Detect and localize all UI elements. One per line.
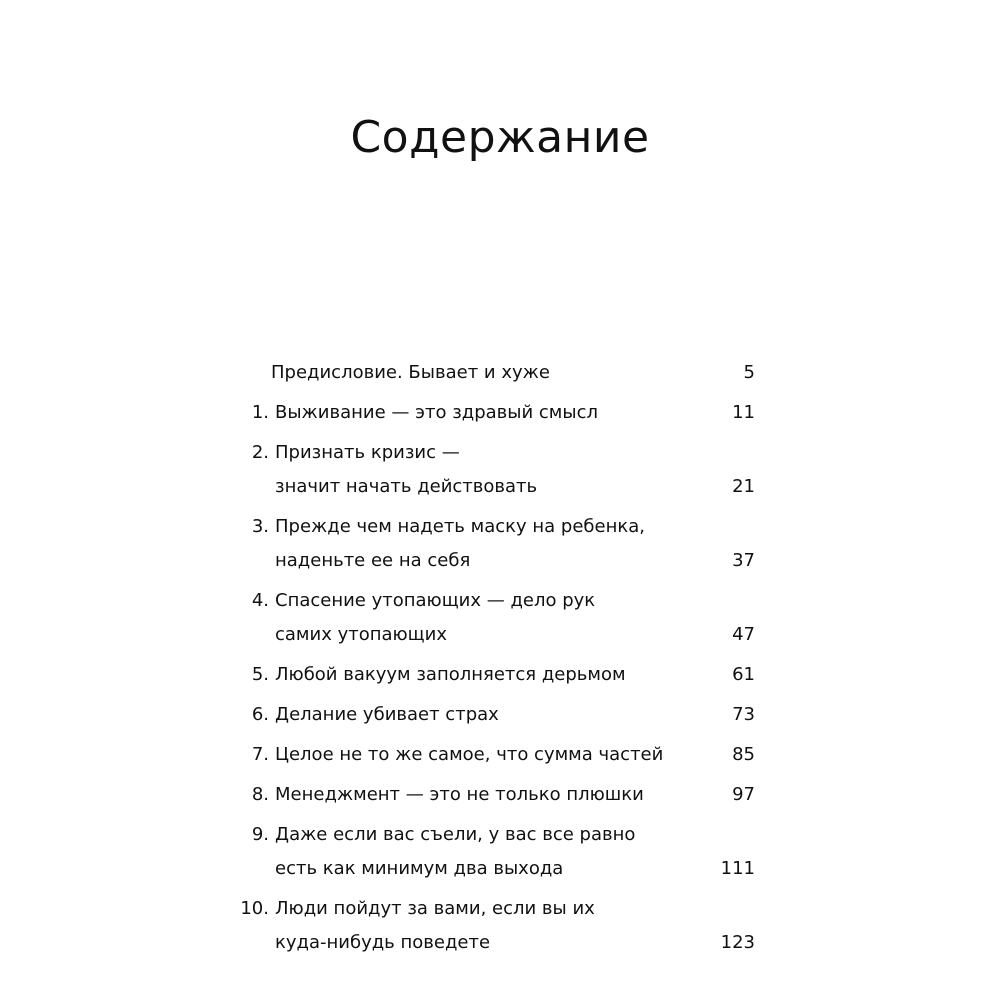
dot-leader xyxy=(608,398,717,420)
dot-leader xyxy=(500,928,711,950)
toc-entry-4[interactable] xyxy=(225,584,755,652)
toc-entry-title-line-2: самих утопающих xyxy=(275,624,447,645)
toc-entry-preface[interactable] xyxy=(225,356,755,390)
toc-entry-title-line-1: Даже если вас съели, у вас все равно xyxy=(275,824,636,845)
dot-leader xyxy=(547,472,717,494)
toc-entry-number: 1. xyxy=(251,402,269,423)
toc-entry-page: 37 xyxy=(732,550,755,571)
dot-leader xyxy=(457,620,717,642)
toc-entry-page: 47 xyxy=(732,624,755,645)
toc-entry-page: 111 xyxy=(720,858,755,879)
toc-entry-2[interactable] xyxy=(225,436,755,504)
dot-leader xyxy=(560,358,717,380)
toc-entry-number: 6. xyxy=(251,704,269,725)
toc-entry-7[interactable] xyxy=(225,738,755,772)
toc-entry-number: 3. xyxy=(251,516,269,537)
toc-entry-title-line-1: Спасение утопающих — дело рук xyxy=(275,590,596,611)
toc-entry-page: 85 xyxy=(732,744,755,765)
dot-leader xyxy=(673,740,717,762)
toc-entry-page: 123 xyxy=(720,932,755,953)
toc-entry-page: 61 xyxy=(732,664,755,685)
toc-entry-6[interactable] xyxy=(225,698,755,732)
toc-entry-title: Целое не то же самое, что сумма частей xyxy=(275,744,664,765)
toc-entry-title-line-1: Люди пойдут за вами, если вы их xyxy=(275,898,595,919)
toc-entry-title: Предисловие. Бывает и хуже xyxy=(271,362,550,383)
toc-entry-title: Делание убивает страх xyxy=(275,704,499,725)
toc-entry-title-line-2: есть как минимум два выхода xyxy=(275,858,564,879)
toc-entry-page: 5 xyxy=(743,362,755,383)
toc-entry-8[interactable] xyxy=(225,778,755,812)
toc-entry-5[interactable] xyxy=(225,658,755,692)
toc-entry-page: 97 xyxy=(732,784,755,805)
toc-entry-page: 11 xyxy=(732,402,755,423)
toc-entry-number: 4. xyxy=(251,590,269,611)
toc-entry-title: Выживание — это здравый смысл xyxy=(275,402,598,423)
toc-entry-title: Любой вакуум заполняется дерьмом xyxy=(275,664,626,685)
toc-entry-9[interactable] xyxy=(225,818,755,886)
toc-entry-10[interactable] xyxy=(225,892,755,960)
dot-leader xyxy=(480,546,717,568)
toc-entry-number: 9. xyxy=(251,824,269,845)
dot-leader xyxy=(573,854,710,876)
toc-entry-title: Менеджмент — это не только плюшки xyxy=(275,784,644,805)
toc-entry-3[interactable] xyxy=(225,510,755,578)
toc-entry-title-line-2: куда-нибудь поведете xyxy=(275,932,491,953)
toc-entry-number: 2. xyxy=(251,442,269,463)
toc-entry-page: 21 xyxy=(732,476,755,497)
dot-leader xyxy=(636,660,717,682)
toc-entry-page: 73 xyxy=(732,704,755,725)
toc-entry-title-line-1: Прежде чем надеть маску на ребенка, xyxy=(275,516,645,537)
toc-entry-number: 10. xyxy=(240,898,269,919)
toc-entry-number: 7. xyxy=(251,744,269,765)
toc-entry-title-line-2: наденьте ее на себя xyxy=(275,550,471,571)
toc-entry-number: 8. xyxy=(251,784,269,805)
table-of-contents xyxy=(225,356,755,966)
toc-entry-number: 5. xyxy=(251,664,269,685)
page-title: Содержание xyxy=(350,112,650,163)
dot-leader xyxy=(509,700,717,722)
toc-entry-title-line-1: Признать кризис — xyxy=(275,442,460,463)
toc-entry-title-line-2: значит начать действовать xyxy=(275,476,538,497)
toc-entry-1[interactable] xyxy=(225,396,755,430)
dot-leader xyxy=(654,780,717,802)
